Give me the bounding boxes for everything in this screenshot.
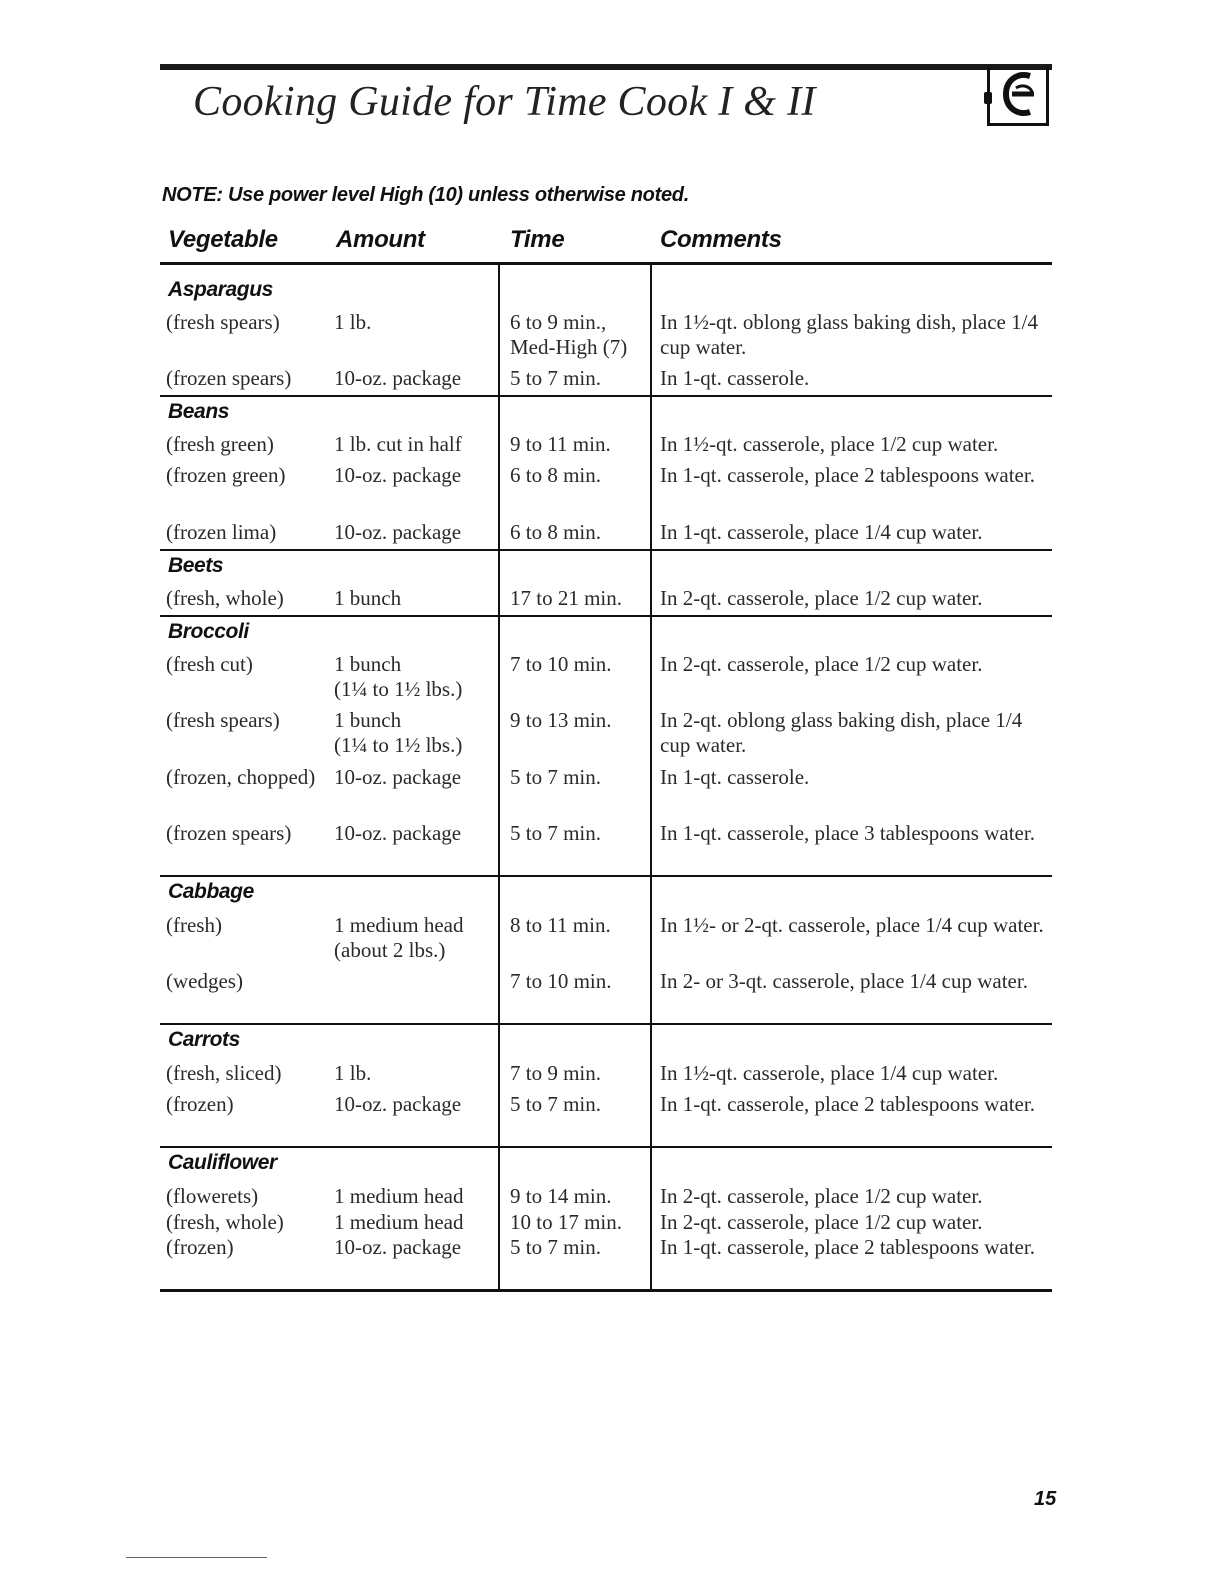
comment-cell: In 1-qt. casserole, place 3 tablespoons water. — [660, 821, 1035, 845]
amount-cell: 1 bunch (1¼ to 1½ lbs.) — [334, 652, 463, 701]
comment-cell: In 1-qt. casserole, place 1/4 cup water. — [660, 520, 983, 544]
vegetable-name: Broccoli — [168, 620, 249, 643]
section-rule — [160, 1023, 1052, 1025]
comment-cell: In 2-qt. casserole, place 1/2 cup water. — [660, 652, 983, 676]
amount-cell: 1 medium head — [334, 1210, 464, 1234]
comment-cell: In 2-qt. casserole, place 1/2 cup water. — [660, 586, 983, 610]
header-comments: Comments — [660, 226, 782, 253]
amount-cell: 10-oz. package — [334, 1092, 462, 1116]
variety-cell: (frozen spears) — [166, 366, 292, 390]
section-rule — [160, 549, 1052, 551]
table-bottom-rule — [160, 1289, 1052, 1292]
variety-cell: (fresh spears) — [166, 708, 280, 732]
column-divider-comments — [650, 264, 652, 1291]
variety-cell: (fresh, sliced) — [166, 1061, 282, 1085]
time-cell: 9 to 14 min. — [510, 1184, 612, 1208]
amount-cell: 1 lb. cut in half — [334, 432, 462, 456]
variety-cell: (frozen lima) — [166, 520, 277, 544]
vegetable-name: Cabbage — [168, 880, 254, 903]
variety-cell: (fresh) — [166, 913, 222, 937]
amount-cell: 1 lb. — [334, 1061, 372, 1085]
section-rule — [160, 875, 1052, 877]
time-cell: 5 to 7 min. — [510, 366, 602, 390]
time-cell: 6 to 8 min. — [510, 520, 602, 544]
variety-cell: (fresh cut) — [166, 652, 253, 676]
time-cell: 6 to 9 min., Med-High (7) — [510, 310, 628, 359]
power-level-note: NOTE: Use power level High (10) unless otherwise noted. — [162, 184, 689, 206]
amount-cell: 1 medium head (about 2 lbs.) — [334, 913, 464, 962]
time-cell: 17 to 21 min. — [510, 586, 623, 610]
amount-cell: 10-oz. package — [334, 366, 462, 390]
header-time: Time — [510, 226, 565, 253]
vegetable-name: Beans — [168, 400, 230, 423]
header-vegetable: Vegetable — [168, 226, 278, 253]
comment-cell: In 1-qt. casserole, place 2 tablespoons water. — [660, 1092, 1035, 1116]
header-amount: Amount — [336, 226, 425, 253]
logo-bullet — [984, 92, 992, 104]
time-cell: 5 to 7 min. — [510, 821, 602, 845]
variety-cell: (wedges) — [166, 969, 243, 993]
variety-cell: (fresh green) — [166, 432, 274, 456]
comment-cell: In 1½-qt. oblong glass baking dish, place 1/4 cup water. — [660, 310, 1038, 359]
comment-cell: In 1½-qt. casserole, place 1/4 cup water. — [660, 1061, 999, 1085]
vegetable-name: Beets — [168, 554, 224, 577]
comment-cell: In 2-qt. casserole, place 1/2 cup water. — [660, 1210, 983, 1234]
comment-cell: In 1½-qt. casserole, place 1/2 cup water. — [660, 432, 999, 456]
variety-cell: (fresh, whole) — [166, 1210, 284, 1234]
time-cell: 8 to 11 min. — [510, 913, 611, 937]
top-rule — [160, 64, 1052, 70]
variety-cell: (frozen green) — [166, 463, 286, 487]
variety-cell: (frozen) — [166, 1092, 234, 1116]
amount-cell: 10-oz. package — [334, 520, 462, 544]
time-cell: 5 to 7 min. — [510, 1235, 602, 1259]
time-cell: 6 to 8 min. — [510, 463, 602, 487]
comment-cell: In 1-qt. casserole. — [660, 765, 810, 789]
variety-cell: (fresh, whole) — [166, 586, 284, 610]
comment-cell: In 2- or 3-qt. casserole, place 1/4 cup water. — [660, 969, 1028, 993]
comment-cell: In 2-qt. casserole, place 1/2 cup water. — [660, 1184, 983, 1208]
time-cell: 5 to 7 min. — [510, 1092, 602, 1116]
amount-cell: 10-oz. package — [334, 463, 462, 487]
section-rule — [160, 1146, 1052, 1148]
amount-cell: 10-oz. package — [334, 821, 462, 845]
vegetable-name: Asparagus — [168, 278, 273, 301]
time-cell: 10 to 17 min. — [510, 1210, 623, 1234]
comment-cell: In 1½- or 2-qt. casserole, place 1/4 cup water. — [660, 913, 1044, 937]
vegetable-name: Cauliflower — [168, 1151, 277, 1174]
time-cell: 9 to 13 min. — [510, 708, 612, 732]
comment-cell: In 1-qt. casserole, place 2 tablespoons water. — [660, 463, 1035, 487]
vegetable-name: Carrots — [168, 1028, 240, 1051]
variety-cell: (fresh spears) — [166, 310, 280, 334]
comment-cell: In 1-qt. casserole, place 2 tablespoons water. — [660, 1235, 1035, 1259]
amount-cell: 1 lb. — [334, 310, 372, 334]
amount-cell: 1 medium head — [334, 1184, 464, 1208]
header-rule — [160, 262, 1052, 265]
column-divider-time — [498, 264, 500, 1291]
time-cell: 7 to 10 min. — [510, 969, 612, 993]
amount-cell: 10-oz. package — [334, 1235, 462, 1259]
variety-cell: (frozen, chopped) — [166, 765, 316, 789]
time-cell: 9 to 11 min. — [510, 432, 611, 456]
amount-cell: 10-oz. package — [334, 765, 462, 789]
ge-logo — [987, 66, 1049, 126]
page-title: Cooking Guide for Time Cook I & II — [193, 79, 816, 125]
table-header — [160, 222, 1052, 262]
comment-cell: In 2-qt. oblong glass baking dish, place 1/4 cup water. — [660, 708, 1023, 757]
time-cell: 7 to 9 min. — [510, 1061, 602, 1085]
footer-link-line — [126, 1557, 267, 1558]
ge-monogram-icon — [996, 68, 1040, 120]
time-cell: 7 to 10 min. — [510, 652, 612, 676]
variety-cell: (flowerets) — [166, 1184, 259, 1208]
variety-cell: (frozen) — [166, 1235, 234, 1259]
section-rule — [160, 395, 1052, 397]
variety-cell: (frozen spears) — [166, 821, 292, 845]
time-cell: 5 to 7 min. — [510, 765, 602, 789]
amount-cell: 1 bunch (1¼ to 1½ lbs.) — [334, 708, 463, 757]
comment-cell: In 1-qt. casserole. — [660, 366, 810, 390]
amount-cell: 1 bunch — [334, 586, 402, 610]
section-rule — [160, 615, 1052, 617]
page-number: 15 — [1034, 1488, 1057, 1510]
